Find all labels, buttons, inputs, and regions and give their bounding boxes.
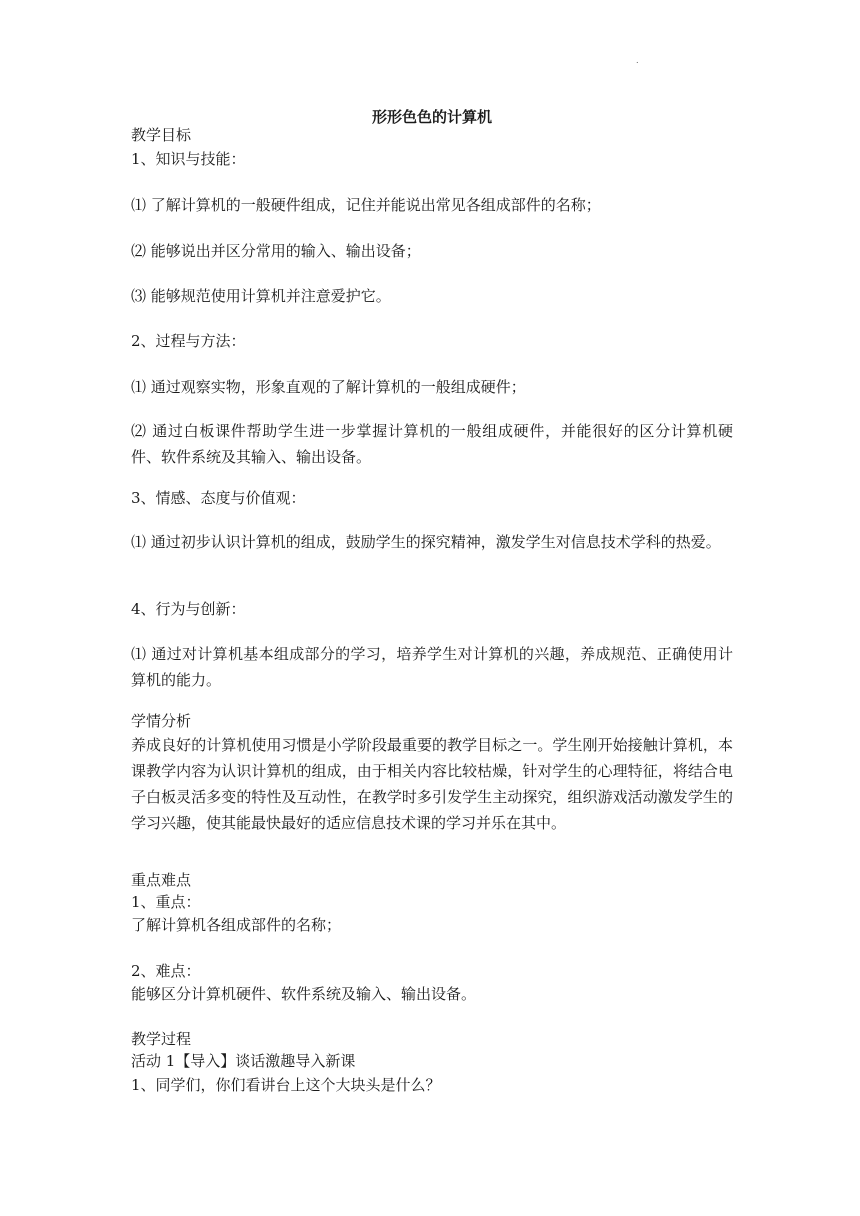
emotion-attitude-heading: 3、情感、态度与价值观： — [131, 489, 306, 507]
objective-item: ⑴ 了解计算机的一般硬件组成，记住并能说出常见各组成部件的名称； — [131, 196, 601, 214]
key-points-heading: 重点难点 — [131, 871, 192, 889]
behavior-innovation-heading: 4、行为与创新： — [131, 600, 246, 618]
difficulty-text: 能够区分计算机硬件、软件系统及输入、输出设备。 — [131, 985, 477, 1003]
key-point-text: 了解计算机各组成部件的名称； — [131, 916, 342, 934]
activity-title: 活动 1【导入】谈话激趣导入新课 — [131, 1052, 356, 1070]
objective-item: ⑵ 能够说出并区分常用的输入、输出设备； — [131, 242, 421, 260]
knowledge-skills-heading: 1、知识与技能： — [131, 150, 246, 168]
objectives-heading: 教学目标 — [131, 126, 192, 144]
objective-item: ⑶ 能够规范使用计算机并注意爱护它。 — [131, 287, 391, 305]
corner-dot: . — [636, 56, 639, 65]
process-heading: 教学过程 — [131, 1030, 192, 1048]
analysis-text: 养成良好的计算机使用习惯是小学阶段最重要的教学目标之一。学生刚开始接触计算机，本课教学内容为认识计算机的组成，由于相关内容比较枯燥，针对学生的心理特征，将结合电子白板灵活多变的特性及互动性，在教学时多引发学生主动探究，组织游戏活动激发学生的学习兴趣，使其能最快最好的适应信息技术课的学习并乐在其中。 — [131, 736, 733, 832]
key-point-heading: 1、重点： — [131, 893, 201, 911]
objective-item: ⑵ 通过白板课件帮助学生进一步掌握计算机的一般组成硬件，并能很好的区分计算机硬件、软件系统及其输入、输出设备。 — [131, 422, 733, 466]
objective-item: ⑴ 通过观察实物，形象直观的了解计算机的一般组成硬件； — [131, 378, 526, 396]
process-step: 1、同学们，你们看讲台上这个大块头是什么？ — [131, 1076, 441, 1094]
objective-item: ⑴ 通过对计算机基本组成部分的学习，培养学生对计算机的兴趣，养成规范、正确使用计算机的能力。 — [131, 645, 733, 689]
analysis-heading: 学情分析 — [131, 712, 192, 730]
process-method-heading: 2、过程与方法： — [131, 332, 246, 350]
difficulty-heading: 2、难点： — [131, 962, 201, 980]
objective-item: ⑴ 通过初步认识计算机的组成，鼓励学生的探究精神，激发学生对信息技术学科的热爱。 — [131, 533, 721, 551]
document-title: 形形色色的计算机 — [371, 108, 492, 126]
